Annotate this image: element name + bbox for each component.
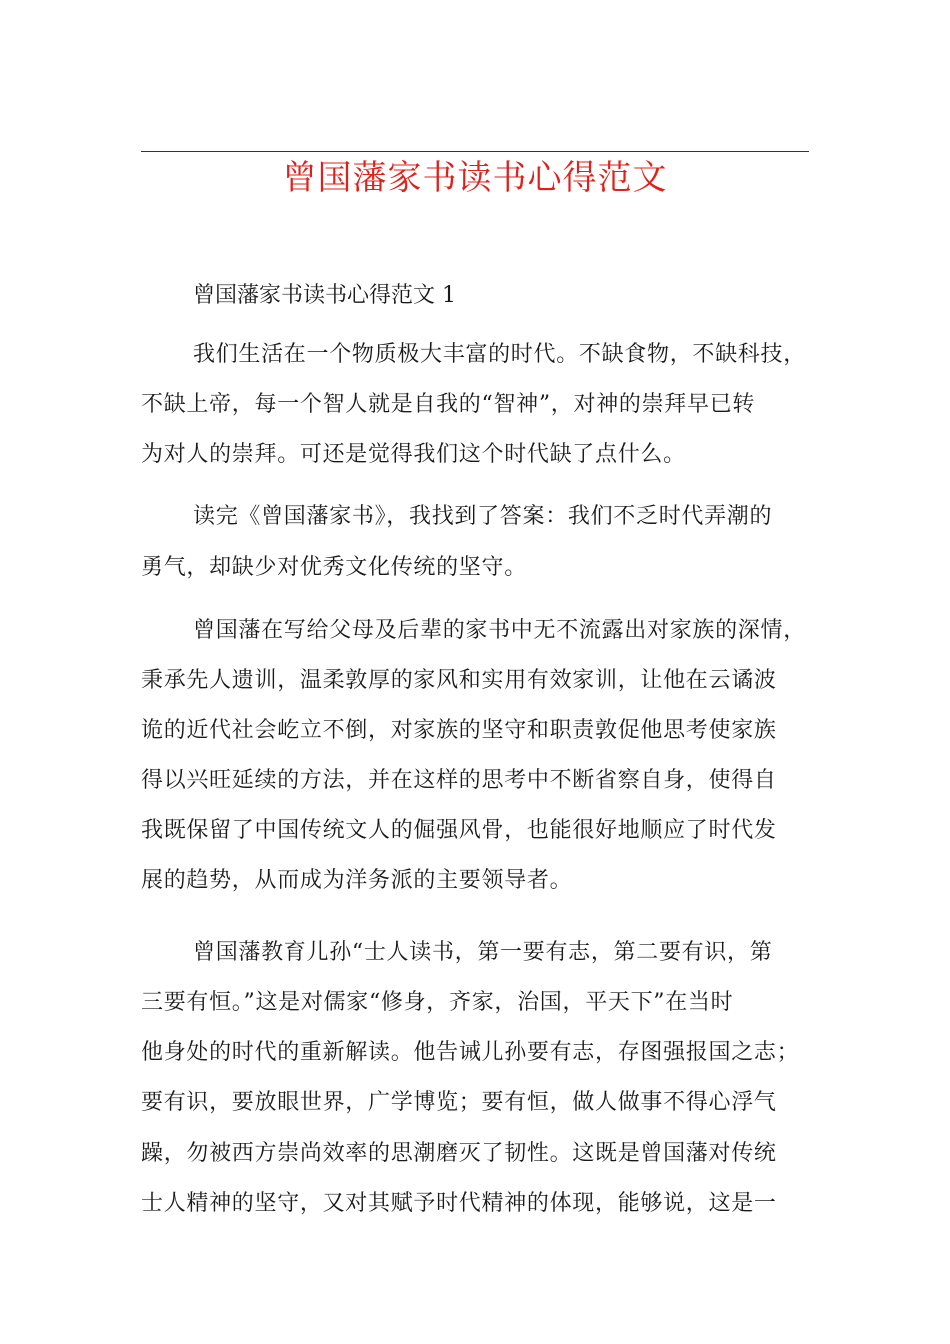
paragraph-4-line-6: 士人精神的坚守，又对其赋予时代精神的体现，能够说，这是一	[141, 1191, 777, 1216]
paragraph-1-line-2: 不缺上帝，每一个智人就是自我的“智神”，对神的崇拜早已转	[141, 392, 756, 417]
document-title: 曾国藩家书读书心得范文	[282, 158, 668, 198]
paragraph-2-line-2: 勇气，却缺少对优秀文化传统的坚守。	[141, 555, 527, 580]
paragraph-4-line-2: 三要有恒。”这是对儒家“修身，齐家，治国，平天下”在当时	[141, 990, 734, 1015]
paragraph-3-line-3: 诡的近代社会屹立不倒，对家族的坚守和职责敦促他思考使家族	[141, 718, 777, 743]
paragraph-4-line-1: 曾国藩教育儿孙“士人读书，第一要有志，第二要有识，第	[193, 940, 773, 965]
section-heading: 曾国藩家书读书心得范文 1	[193, 283, 456, 308]
paragraph-3-line-1: 曾国藩在写给父母及后辈的家书中无不流露出对家族的深情，	[193, 618, 806, 643]
paragraph-3-line-4: 得以兴旺延续的方法，并在这样的思考中不断省察自身，使得自	[141, 768, 777, 793]
paragraph-4-line-3: 他身处的时代的重新解读。他告诫儿孙要有志，存图强报国之志；	[141, 1040, 800, 1065]
paragraph-3-line-5: 我既保留了中国传统文人的倔强风骨，也能很好地顺应了时代发	[141, 818, 777, 843]
paragraph-1-line-3: 为对人的崇拜。可还是觉得我们这个时代缺了点什么。	[141, 442, 686, 467]
paragraph-4-line-5: 躁，勿被西方崇尚效率的思潮磨灭了韧性。这既是曾国藩对传统	[141, 1141, 777, 1166]
paragraph-1-line-1: 我们生活在一个物质极大丰富的时代。不缺食物，不缺科技，	[193, 342, 806, 367]
paragraph-4-line-4: 要有识，要放眼世界，广学博览；要有恒，做人做事不得心浮气	[141, 1090, 777, 1115]
paragraph-3-line-6: 展的趋势，从而成为洋务派的主要领导者。	[141, 868, 573, 893]
paragraph-2-line-1: 读完《曾国藩家书》，我找到了答案：我们不乏时代弄潮的	[193, 504, 773, 529]
paragraph-3-line-2: 秉承先人遗训，温柔敦厚的家风和实用有效家训，让他在云谲波	[141, 668, 777, 693]
